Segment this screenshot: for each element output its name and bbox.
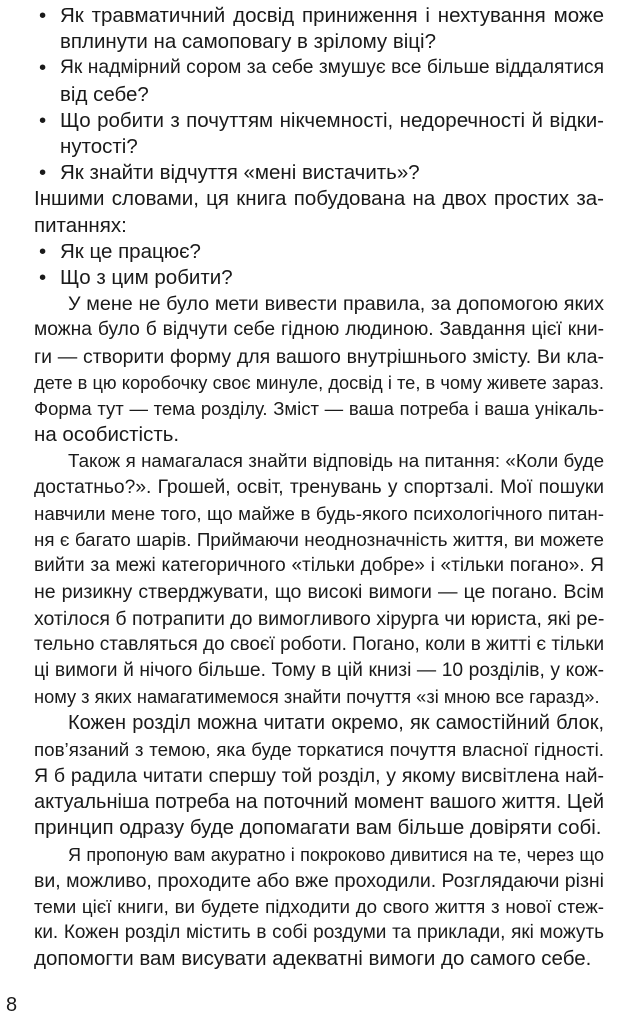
text-line: ви, можливо, проходите або вже проходили. Розглядаючи різні bbox=[34, 869, 605, 892]
bullet-list-questions bbox=[34, 3, 604, 186]
text-line: Я пропоную вам акуратно і покроково дивитися на те, через що bbox=[68, 844, 604, 865]
bullet-icon: • bbox=[39, 161, 47, 185]
text-line: дете в цю коробочку своє минуле, досвід і те, в чому живете зараз. bbox=[34, 371, 604, 393]
intro-paragraph bbox=[34, 186, 604, 238]
text-line: питаннях: bbox=[34, 213, 127, 237]
text-line: Що робити з почуттям нікчемності, недоречності й відки- bbox=[60, 108, 604, 132]
text-line: Як це працює? bbox=[60, 239, 201, 263]
text-line: ки. Кожен розділ містить в собі роздуми та приклади, які можуть bbox=[34, 922, 604, 944]
text-line: теми цієї книги, ви будете підходити до свого життя з нової стеж- bbox=[34, 895, 604, 917]
text-line: принцип одразу буде допомагати вам більше довіряти собі. bbox=[34, 816, 602, 840]
text-line: пов’язаний з темою, яка буде торкатися почуття власної гідності. bbox=[34, 738, 604, 760]
text-line: ня є багато шарів. Приймаючи неоднозначність життя, ви можете bbox=[34, 529, 604, 551]
text-line: достатньо?». Грошей, освіт, тренувань у спортзалі. Мої пошуки bbox=[34, 476, 604, 498]
text-line: Що з цим робити? bbox=[60, 266, 233, 290]
page-body bbox=[34, 3, 604, 973]
text-line: Як надмірний сором за себе змушує все більше віддалятися bbox=[60, 57, 604, 79]
text-line: вийти за межі категоричного «тільки добре» і «тільки погано». Я bbox=[34, 555, 604, 577]
text-line: Як знайти відчуття «мені вистачить»? bbox=[60, 161, 420, 185]
bullet-icon: • bbox=[39, 266, 47, 290]
paragraph bbox=[34, 842, 604, 973]
bullet-icon: • bbox=[39, 56, 47, 80]
bullet-list-main-questions bbox=[34, 239, 604, 291]
paragraph bbox=[34, 291, 604, 448]
text-line: Також я намагалася знайти відповідь на питання: «Коли буде bbox=[68, 450, 604, 472]
text-line: допомогти вам висувати адекватні вимоги до самого себе. bbox=[34, 947, 592, 971]
text-line: на особистість. bbox=[34, 423, 180, 447]
text-line: не ризикну стверджувати, що високі вимоги — це погано. Всім bbox=[34, 581, 604, 604]
text-line: ному з яких намагатимемося знайти почуття «зі мною все гаразд». bbox=[34, 686, 600, 708]
list-item bbox=[34, 108, 604, 160]
text-line: можна було б відчути себе гідною людиною. Завдання цієї кни- bbox=[34, 319, 604, 341]
list-item bbox=[34, 160, 604, 186]
bullet-icon: • bbox=[39, 239, 47, 263]
text-line: Форма тут — тема розділу. Зміст — ваша потреба і ваша унікаль- bbox=[34, 398, 604, 420]
text-line: Як травматичний досвід приниження і нехтування може bbox=[60, 4, 604, 27]
paragraph bbox=[34, 710, 604, 841]
list-item bbox=[34, 239, 604, 265]
list-item bbox=[34, 55, 604, 107]
bullet-icon: • bbox=[39, 108, 47, 132]
text-line: навчили мене того, що майже в будь-якого психологічного питан- bbox=[34, 502, 604, 524]
text-line: Кожен розділ можна читати окремо, як самостійний блок, bbox=[68, 712, 604, 735]
text-line: тельно ставляться до своєї роботи. Погано, коли в житті є тільки bbox=[34, 633, 605, 655]
text-line: нутості? bbox=[60, 135, 138, 159]
page-number: 8 bbox=[6, 994, 18, 1016]
bullet-icon: • bbox=[39, 4, 47, 27]
text-line: ці вимоги й нічого більше. Тому в цій книзі — 10 розділів, у кож- bbox=[34, 660, 604, 682]
list-item bbox=[34, 265, 604, 291]
text-line: від себе? bbox=[60, 82, 149, 106]
text-line: хотілося б потрапити до вимогливого хірурга чи юриста, які ре- bbox=[34, 607, 605, 630]
text-line: Я б радила читати спершу той розділ, у якому висвітлена най- bbox=[34, 764, 604, 787]
paragraph bbox=[34, 448, 604, 710]
text-line: ги — створити форму для вашого внутрішнього змісту. Ви кла- bbox=[34, 345, 604, 368]
text-line: актуальніша потреба на поточний момент вашого життя. Цей bbox=[34, 791, 604, 814]
text-line: Іншими словами, ця книга побудована на двох простих за- bbox=[34, 187, 604, 211]
text-line: У мене не було мети вивести правила, за допомогою яких bbox=[68, 293, 604, 316]
text-line: вплинути на самоповагу в зрілому віці? bbox=[60, 30, 437, 54]
list-item bbox=[34, 3, 604, 55]
